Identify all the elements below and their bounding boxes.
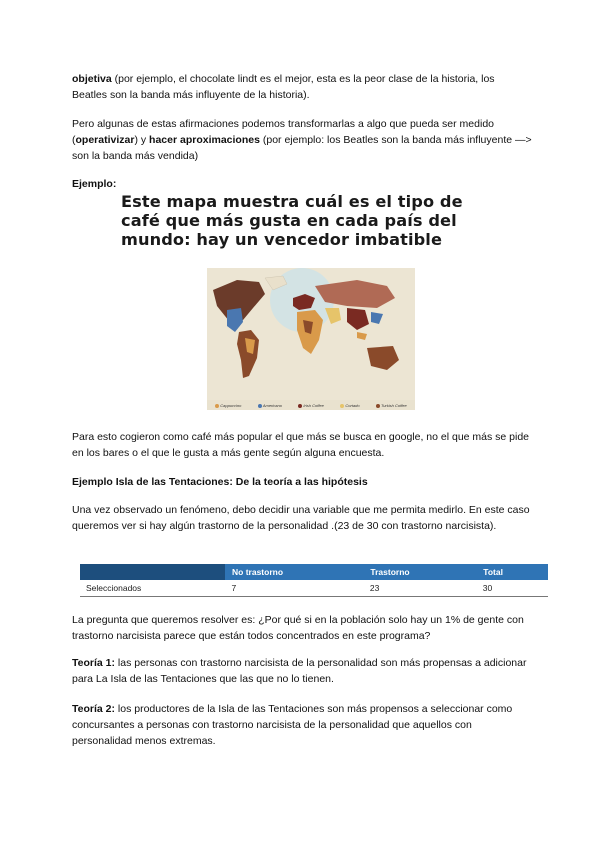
paragraph-teoria-2: [72, 701, 532, 749]
legend-label-cappuccino: Cappuccino: [220, 403, 242, 408]
paragraph-objetiva: [72, 71, 532, 103]
map-legend: [207, 403, 415, 408]
legend-swatch-turkish: [376, 404, 380, 408]
paragraph-pregunta: La pregunta que queremos resolver es: ¿Por qué si en la población solo hay un 1% de gente con trastorno narcisista parece que están todos concentrados en este programa?: [72, 614, 524, 642]
table-header-no-trastorno: No trastorno: [226, 564, 364, 580]
paragraph-teoria-1: [72, 655, 532, 687]
para2-c: ) y: [134, 134, 150, 146]
ejemplo-label: Ejemplo:: [72, 178, 117, 190]
coffee-world-map: [207, 268, 415, 410]
teoria-1-text: las personas con trastorno narcisista de la personalidad son más propensas a adicionar para La Isla de las Tentaciones que las que no lo tienen.: [72, 657, 527, 685]
legend-swatch-cortado: [340, 404, 344, 408]
legend-item-cappuccino: [215, 403, 241, 408]
paragraph-fenomeno: Una vez observado un fenómeno, debo decidir una variable que me permita medirlo. En este caso queremos ver si hay algún trastorno de la personalidad .(23 de 30 con trastorno narcisista).: [72, 504, 530, 532]
table-row: [80, 580, 548, 597]
table-header-row: [80, 564, 548, 580]
data-table: [80, 564, 548, 597]
para2-d: (por ejemplo: los Beatles son la banda más influyente —> son la banda más vendida): [72, 134, 532, 162]
table-cell-total: 30: [477, 580, 548, 597]
table-cell-no-trastorno: 7: [226, 580, 364, 597]
legend-label-americano: Americano: [262, 403, 282, 408]
legend-item-irish: [298, 403, 323, 408]
paragraph-objetiva-text: (por ejemplo, el chocolate lindt es el mejor, esta es la peor clase de la historia, los Beatles son la banda más influyente de la historia).: [72, 73, 495, 101]
bold-aproximaciones: hacer aproximaciones: [149, 134, 260, 146]
map-headline: Este mapa muestra cuál es el tipo de café que más gusta en cada país del mundo: hay un vencedor imbatible: [121, 192, 463, 249]
legend-item-turkish: [376, 403, 407, 408]
table-header-empty: [80, 564, 226, 580]
legend-swatch-americano: [258, 404, 262, 408]
heading-isla-tentaciones: Ejemplo Isla de las Tentaciones: De la teoría a las hipótesis: [72, 476, 368, 488]
legend-label-irish: Irish Coffee: [303, 403, 324, 408]
legend-label-cortado: Cortado: [345, 403, 360, 408]
table-cell-label: Seleccionados: [80, 580, 226, 597]
bold-operativizar: operativizar: [75, 134, 135, 146]
table-header-total: Total: [477, 564, 548, 580]
bold-objetiva: objetiva: [72, 73, 112, 85]
legend-item-cortado: [340, 403, 359, 408]
table-header-trastorno: Trastorno: [364, 564, 477, 580]
legend-swatch-cappuccino: [215, 404, 219, 408]
legend-item-americano: [258, 403, 282, 408]
teoria-2-label: Teoría 2:: [72, 703, 115, 715]
paragraph-google: Para esto cogieron como café más popular el que más se busca en google, no el que más se pide en los bares o el que le gusta a más gente según alguna encuesta.: [72, 431, 530, 459]
world-map-graphic: [207, 268, 415, 400]
legend-label-turkish: Turkish Coffee: [381, 403, 407, 408]
para2-a: Pero algunas de estas afirmaciones podemos transformarlas a algo que pueda ser medido (: [72, 118, 494, 146]
teoria-2-text: los productores de la Isla de las Tentaciones son más propensos a seleccionar como concursantes a personas con trastorno narcisista de la personalidad que aquellos con personalidad menos extremas.: [72, 703, 513, 747]
paragraph-operativizar: [72, 116, 532, 164]
table-cell-trastorno: 23: [364, 580, 477, 597]
teoria-1-label: Teoría 1:: [72, 657, 115, 669]
legend-swatch-irish: [298, 404, 302, 408]
